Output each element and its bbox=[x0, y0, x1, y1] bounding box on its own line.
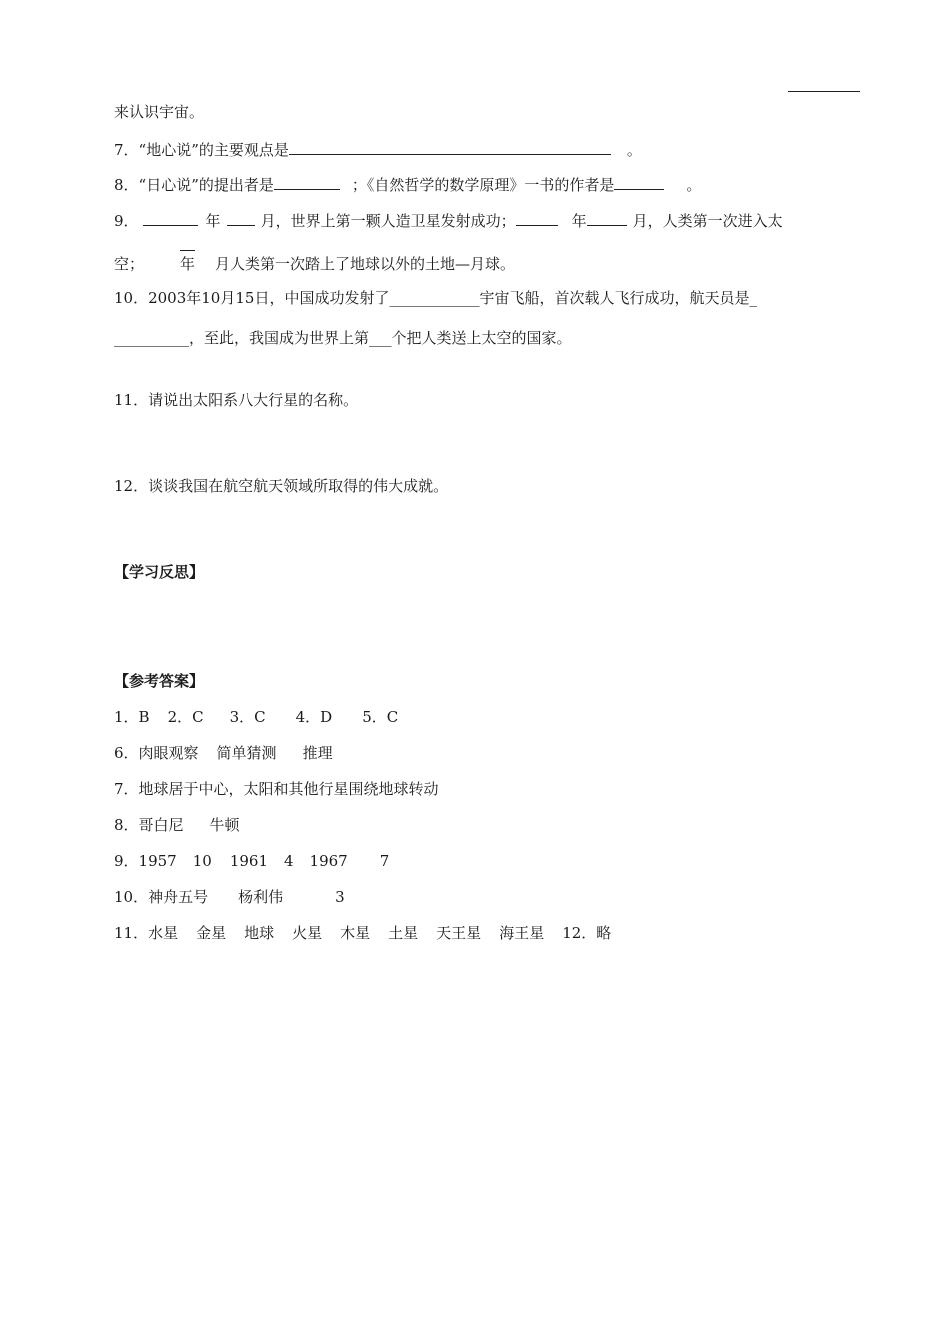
answer-12: 12．略 bbox=[562, 924, 612, 942]
answers-1-5 bbox=[114, 706, 398, 728]
q9-year-blank[interactable] bbox=[143, 209, 198, 226]
q6-tail-text: 来认识宇宙。 bbox=[114, 103, 205, 121]
top-right-rule bbox=[788, 91, 860, 92]
answer-10 bbox=[114, 886, 345, 908]
question-9-line1 bbox=[114, 209, 783, 232]
answer-11-part2: 金星 bbox=[196, 924, 227, 942]
question-7 bbox=[114, 138, 642, 161]
q9-line2-start: 空； bbox=[114, 255, 145, 273]
q12-text: 12．谈谈我国在航空航天领域所取得的伟大成就。 bbox=[114, 477, 449, 495]
answer-9-part6: 7 bbox=[379, 852, 390, 870]
q9-month2-blank[interactable] bbox=[587, 209, 627, 226]
answer-5: 5．C bbox=[362, 708, 399, 726]
q10-text3: ，至此，我国成为世界上第 bbox=[189, 329, 370, 347]
q9-year2-blank[interactable] bbox=[516, 209, 558, 226]
answer-9-part1: 9．1957 bbox=[114, 852, 177, 870]
q7-end: 。 bbox=[626, 141, 642, 159]
answer-10-part1: 10．神舟五号 bbox=[114, 888, 209, 906]
answer-11-part6: 土星 bbox=[388, 924, 419, 942]
q8-blank1[interactable] bbox=[274, 173, 340, 190]
answer-1: 1．B bbox=[114, 708, 150, 726]
answer-9-part3: 1961 bbox=[229, 852, 268, 870]
q7-number: 7． bbox=[114, 141, 139, 159]
answer-6-part1: 6．肉眼观察 bbox=[114, 744, 199, 762]
answer-6-part3: 推理 bbox=[302, 744, 333, 762]
q9-text2: ，人类第一次进入太 bbox=[647, 212, 783, 230]
q10-blank3[interactable]: ___ bbox=[369, 329, 392, 347]
answer-8 bbox=[114, 814, 240, 836]
answer-11-12 bbox=[114, 922, 611, 944]
answer-6 bbox=[114, 742, 333, 764]
q10-number: 10． bbox=[114, 289, 149, 307]
answer-9-part4: 4 bbox=[284, 852, 294, 870]
q9-month-blank[interactable] bbox=[227, 209, 255, 226]
q11-text: 11．请说出太阳系八大行星的名称。 bbox=[114, 391, 359, 409]
q10-text1: 2003年10月15日，中国成功发射了 bbox=[148, 289, 390, 307]
question-10-line1 bbox=[114, 287, 757, 309]
answer-11-part7: 天王星 bbox=[436, 924, 482, 942]
reflection-heading bbox=[114, 561, 204, 583]
q9-month2: 月 bbox=[632, 212, 648, 230]
answer-7 bbox=[114, 778, 439, 800]
q10-blank1[interactable]: ____________ bbox=[389, 289, 480, 307]
q8-end: 。 bbox=[686, 176, 702, 194]
answer-11-part8: 海王星 bbox=[499, 924, 545, 942]
answer-10-part2: 杨利伟 bbox=[238, 888, 284, 906]
answer-11-part1: 11．水星 bbox=[114, 924, 179, 942]
q7-blank[interactable] bbox=[289, 138, 611, 155]
q8-blank2[interactable] bbox=[614, 173, 664, 190]
answer-11-part3: 地球 bbox=[244, 924, 275, 942]
q9-year: 年 bbox=[205, 212, 221, 230]
q9-year3: 年 bbox=[180, 250, 195, 275]
answer-6-part2: 简单猜测 bbox=[216, 744, 277, 762]
q9-year2: 年 bbox=[571, 212, 587, 230]
question-12 bbox=[114, 475, 448, 497]
q10-text4: 个把人类送上太空的国家。 bbox=[391, 329, 572, 347]
q9-number: 9． bbox=[114, 212, 139, 230]
answers-heading bbox=[114, 670, 204, 692]
answer-11-part5: 木星 bbox=[340, 924, 371, 942]
q9-month3: 月 bbox=[215, 255, 231, 273]
question-11 bbox=[114, 389, 358, 411]
question-10-line2 bbox=[114, 327, 572, 349]
answer-2: 2．C bbox=[167, 708, 204, 726]
q8-text2: ；《自然哲学的数学原理》一书的作者是 bbox=[351, 176, 615, 194]
q6-tail bbox=[114, 101, 204, 123]
q7-text: “地心说”的主要观点是 bbox=[138, 141, 289, 159]
answer-8-part2: 牛顿 bbox=[209, 816, 240, 834]
answer-9 bbox=[114, 850, 389, 872]
answer-11-part4: 火星 bbox=[292, 924, 323, 942]
answer-7-text: 7．地球居于中心，太阳和其他行星围绕地球转动 bbox=[114, 780, 439, 798]
q8-number: 8． bbox=[114, 176, 139, 194]
q8-text1: “日心说”的提出者是 bbox=[138, 176, 274, 194]
answer-10-part3: 3 bbox=[335, 888, 345, 906]
q9-month: 月 bbox=[260, 212, 276, 230]
answer-4: 4．D bbox=[295, 708, 333, 726]
answer-9-part5: 1967 bbox=[309, 852, 348, 870]
question-9-line2 bbox=[114, 250, 515, 275]
answer-8-part1: 8．哥白尼 bbox=[114, 816, 184, 834]
q10-blank2[interactable]: __________ bbox=[114, 329, 189, 347]
reflection-title: 【学习反思】 bbox=[114, 563, 205, 581]
answer-9-part2: 10 bbox=[192, 852, 212, 870]
answers-title: 【参考答案】 bbox=[114, 672, 205, 690]
q9-text3: 人类第一次踏上了地球以外的土地—月球。 bbox=[230, 255, 516, 273]
q9-text1: ，世界上第一颗人造卫星发射成功； bbox=[275, 212, 516, 230]
question-8 bbox=[114, 173, 701, 196]
q10-text2: 宇宙飞船，首次载人飞行成功，航天员是_ bbox=[479, 289, 757, 307]
answer-3: 3．C bbox=[229, 708, 266, 726]
